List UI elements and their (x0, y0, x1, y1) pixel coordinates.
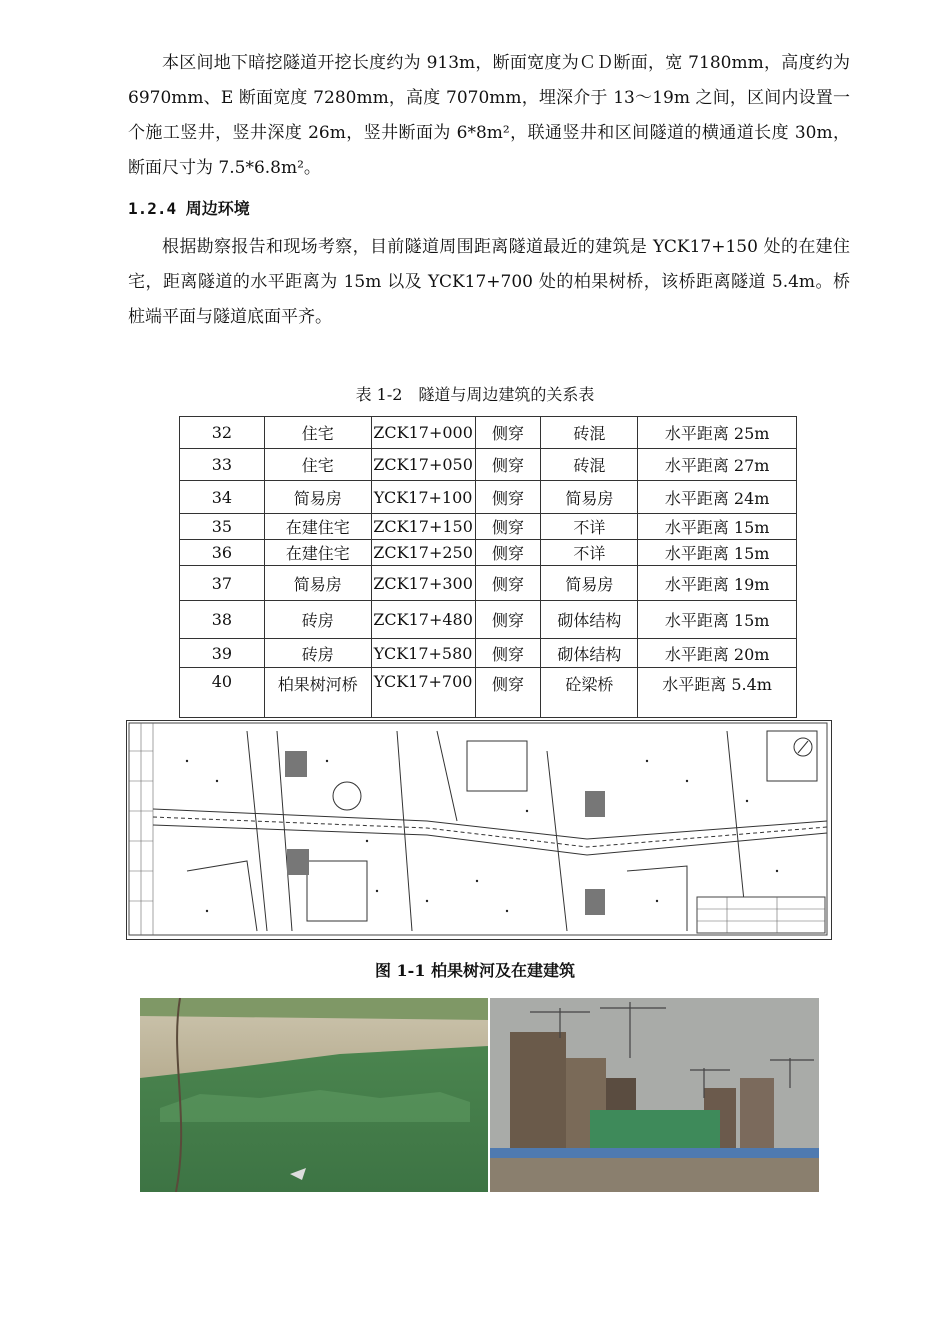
site-plan-drawing (126, 720, 832, 940)
construction-photo-svg (490, 998, 819, 1192)
table-cell: ZCK17+480 (371, 601, 475, 639)
table-cell: 水平距离 20m (638, 639, 797, 668)
table-cell: 在建住宅 (264, 540, 371, 566)
table-cell: 砖房 (264, 601, 371, 639)
table-cell: 水平距离 15m (638, 514, 797, 540)
table-cell: 侧穿 (475, 668, 541, 718)
table-row (180, 514, 797, 540)
site-plan-svg (127, 721, 831, 939)
table-cell: ZCK17+050 (371, 449, 475, 481)
table-cell: 水平距离 5.4m (638, 668, 797, 718)
table-cell: 住宅 (264, 449, 371, 481)
section-heading: 1.2.4 周边环境 (128, 199, 250, 218)
table-cell: 32 (180, 417, 265, 449)
table-cell: 35 (180, 514, 265, 540)
table-cell: ZCK17+300 (371, 566, 475, 601)
table-cell: 砌体结构 (541, 639, 638, 668)
table-cell: 简易房 (541, 481, 638, 514)
table-cell: 水平距离 19m (638, 566, 797, 601)
table-cell: 37 (180, 566, 265, 601)
table-cell: 侧穿 (475, 601, 541, 639)
table-cell: 侧穿 (475, 566, 541, 601)
table-cell: 水平距离 24m (638, 481, 797, 514)
table-cell: 住宅 (264, 417, 371, 449)
table-row (180, 540, 797, 566)
table-cell: 砌体结构 (541, 601, 638, 639)
table-cell: 在建住宅 (264, 514, 371, 540)
table-cell: ZCK17+000 (371, 417, 475, 449)
table-row (180, 668, 797, 718)
table-cell: ZCK17+250 (371, 540, 475, 566)
table-cell: 侧穿 (475, 514, 541, 540)
table-cell: 侧穿 (475, 639, 541, 668)
construction-photo (490, 998, 819, 1192)
paragraph-surroundings: 根据勘察报告和现场考察，目前隧道周围距离隧道最近的建筑是 YCK17+150 处的在建住宅，距离隧道的水平距离为 15m 以及 YCK17+700 处的柏果树桥，该桥距离隧道 5.4m。桥桩端平面与隧道底面平齐。 (128, 237, 850, 327)
table-cell: 38 (180, 601, 265, 639)
river-photo-svg (140, 998, 488, 1192)
table-cell: 简易房 (264, 481, 371, 514)
paragraph-tunnel-description: 本区间地下暗挖隧道开挖长度约为 913m，断面宽度为ＣＤ断面，宽 7180mm，高度约为 6970mm、E 断面宽度 7280mm，高度 7070mm，埋深介于 13～19m 之间，区间内设置一个施工竖井，竖井深度 26m，竖井断面为 6*8m²，联通竖井和区间隧道的横通道长度 30m，断面尺寸为 7.5*6.8m²。 (128, 53, 850, 178)
table-cell: 侧穿 (475, 449, 541, 481)
figure-caption: 图 1-1 柏果树河及在建建筑 (374, 961, 576, 980)
table-cell: 侧穿 (475, 417, 541, 449)
table-row (180, 449, 797, 481)
table-cell: 40 (180, 668, 265, 718)
table-row (180, 639, 797, 668)
table-cell: 水平距离 15m (638, 601, 797, 639)
table-cell: 不详 (541, 540, 638, 566)
table-cell: 39 (180, 639, 265, 668)
table-cell: 侧穿 (475, 481, 541, 514)
table-cell: 简易房 (264, 566, 371, 601)
table-cell: 砖混 (541, 417, 638, 449)
table-cell: 水平距离 25m (638, 417, 797, 449)
table-cell: 水平距离 27m (638, 449, 797, 481)
table-cell: 水平距离 15m (638, 540, 797, 566)
table-cell: 砖混 (541, 449, 638, 481)
table-cell: 不详 (541, 514, 638, 540)
table-row (180, 601, 797, 639)
table-cell: 33 (180, 449, 265, 481)
relation-table (179, 416, 797, 718)
river-photo (140, 998, 488, 1192)
table-caption: 表 1-2 隧道与周边建筑的关系表 (355, 385, 595, 404)
table-cell: YCK17+100 (371, 481, 475, 514)
table-row (180, 417, 797, 449)
table-cell: ZCK17+150 (371, 514, 475, 540)
table-cell: 砖房 (264, 639, 371, 668)
table-cell: 34 (180, 481, 265, 514)
table-cell: 简易房 (541, 566, 638, 601)
table-row (180, 566, 797, 601)
table-cell: YCK17+700 (371, 668, 475, 718)
table-cell: 36 (180, 540, 265, 566)
table-cell: 侧穿 (475, 540, 541, 566)
table-row (180, 481, 797, 514)
table-cell: 砼梁桥 (541, 668, 638, 718)
table-cell: 柏果树河桥 (264, 668, 371, 718)
table-cell: YCK17+580 (371, 639, 475, 668)
